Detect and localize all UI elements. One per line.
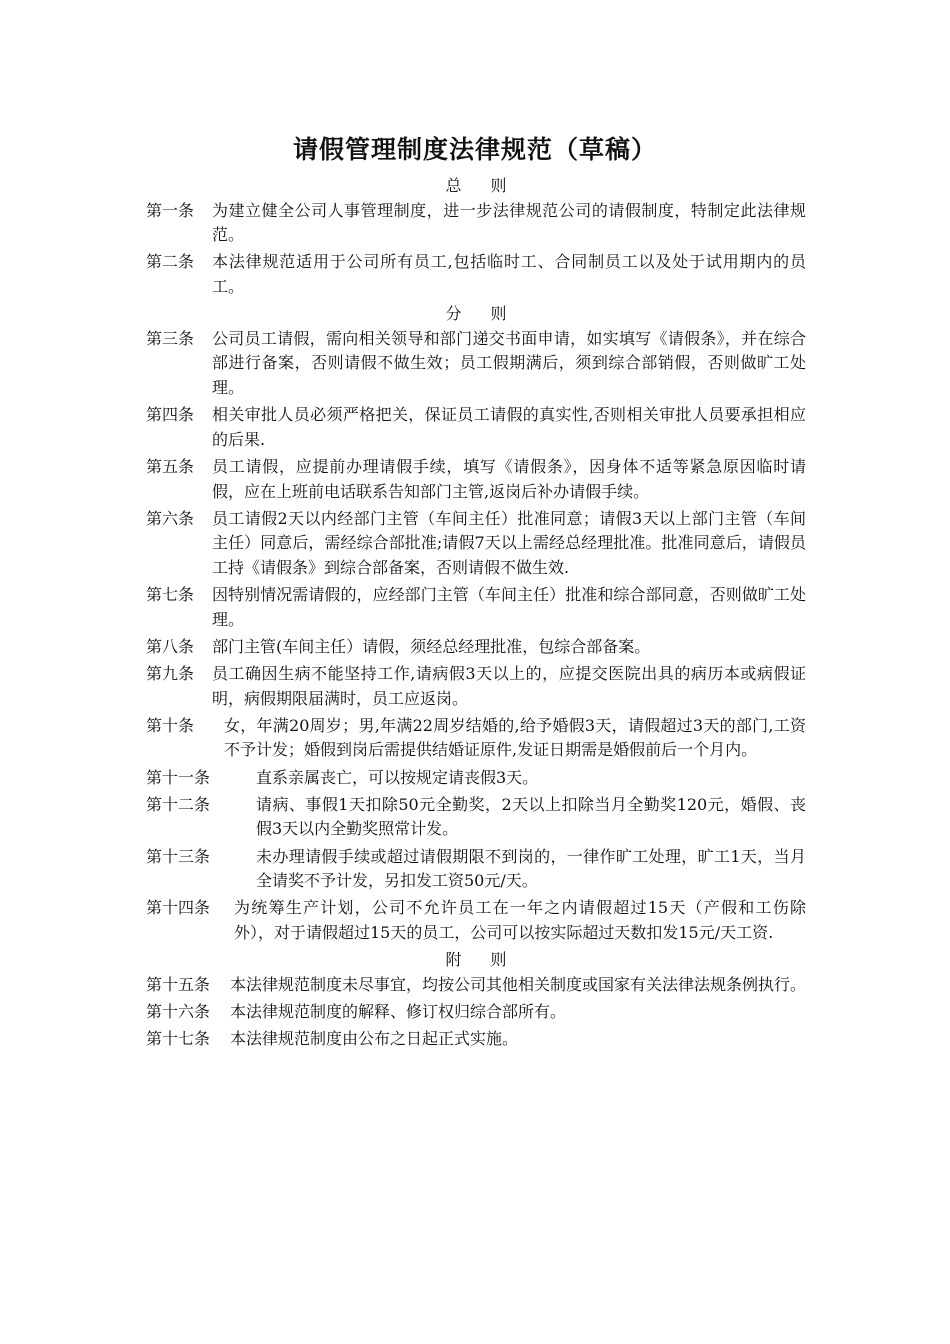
article-text: 未办理请假手续或超过请假期限不到岗的，一律作旷工处理，旷工1天，当月全请奖不予计发，另扣发工资50元/天。 [256, 846, 806, 891]
article-text: 直系亲属丧亡，可以按规定请丧假3天。 [256, 767, 539, 787]
article-text: 本法律规范制度由公布之日起正式实施。 [230, 1029, 519, 1049]
article-number: 第十二条 [146, 794, 211, 814]
document-title: 请假管理制度法律规范（草稿） [292, 135, 657, 164]
article-2 [146, 250, 806, 299]
article-text: 员工确因生病不能坚持工作,请病假3天以上的，应提交医院出具的病历本或病假证明，病假期限届满时，员工应返岗。 [212, 664, 806, 708]
section-heading-supplementary: 附 则 [445, 950, 519, 970]
section-heading-general: 总 则 [445, 176, 519, 195]
article-number: 第七条 [146, 585, 195, 605]
article-7 [146, 583, 806, 632]
article-text: 相关审批人员必须严格把关，保证员工请假的真实性,否则相关审批人员要承担相应的后果. [212, 405, 806, 449]
article-number: 第十四条 [146, 898, 211, 918]
article-text: 部门主管(车间主任）请假，须经总经理批准，包综合部备案。 [212, 636, 651, 656]
section-heading-detailed: 分 则 [445, 304, 519, 324]
article-number: 第十五条 [146, 974, 211, 994]
article-text: 公司员工请假，需向相关领导和部门递交书面申请，如实填写《请假条》，并在综合部进行备案，否则请假不做生效；员工假期满后，须到综合部销假，否则做旷工处理。 [212, 328, 806, 397]
article-text: 因特别情况需请假的，应经部门主管（车间主任）批准和综合部同意，否则做旷工处理。 [212, 585, 806, 629]
article-number: 第六条 [146, 508, 195, 528]
article-11 [146, 766, 806, 791]
article-number: 第十条 [146, 715, 195, 735]
article-text: 员工请假2天以内经部门主管（车间主任）批准同意；请假3天以上部门主管（车间主任）同意后，需经综合部批准;请假7天以上需经总经理批准。批准同意后，请假员工持《请假条》到综合部备案，否则请假不做生效. [212, 508, 806, 577]
article-5 [146, 455, 806, 504]
article-number: 第十三条 [146, 846, 211, 866]
article-number: 第三条 [146, 328, 195, 348]
article-number: 第二条 [146, 252, 195, 272]
article-13 [146, 845, 806, 894]
article-number: 第九条 [146, 664, 195, 684]
article-6 [146, 507, 806, 581]
article-text: 请病、事假1天扣除50元全勤奖，2天以上扣除当月全勤奖120元，婚假、丧假3天以内全勤奖照常计发。 [256, 794, 806, 839]
article-text: 员工请假，应提前办理请假手续，填写《请假条》，因身体不适等紧急原因临时请假，应在上班前电话联系告知部门主管,返岗后补办请假手续。 [212, 456, 806, 501]
article-14 [146, 896, 806, 945]
article-16 [146, 1000, 806, 1025]
article-number: 第十六条 [146, 1001, 211, 1021]
article-text: 本法律规范制度的解释、修订权归综合部所有。 [230, 1001, 567, 1021]
article-1 [146, 199, 806, 248]
article-9 [146, 662, 806, 711]
article-number: 第四条 [146, 405, 195, 425]
article-text: 为建立健全公司人事管理制度，进一步法律规范公司的请假制度，特制定此法律规范。 [212, 200, 806, 245]
article-number: 第八条 [146, 636, 195, 656]
article-text: 本法律规范制度未尽事宜，均按公司其他相关制度或国家有关法律法规条例执行。 [230, 974, 807, 994]
article-10 [146, 714, 806, 763]
article-number: 第十一条 [146, 767, 211, 787]
document-body [146, 174, 806, 1054]
article-number: 第五条 [146, 456, 195, 476]
article-text: 女，年满20周岁；男,年满22周岁结婚的,给予婚假3天，请假超过3天的部门,工资不予计发；婚假到岗后需提供结婚证原件,发证日期需是婚假前后一个月内。 [224, 715, 806, 760]
article-3 [146, 327, 806, 401]
article-number: 第一条 [146, 200, 195, 220]
article-17 [146, 1027, 806, 1052]
article-15 [146, 973, 806, 998]
article-text: 本法律规范适用于公司所有员工,包括临时工、合同制员工以及处于试用期内的员工。 [212, 252, 806, 296]
article-12 [146, 793, 806, 842]
article-4 [146, 403, 806, 452]
article-text: 为统筹生产计划，公司不允许员工在一年之内请假超过15天（产假和工伤除外），对于请假超过15天的员工，公司可以按实际超过天数扣发15元/天工资. [234, 898, 806, 942]
article-8 [146, 635, 806, 660]
article-number: 第十七条 [146, 1029, 211, 1049]
